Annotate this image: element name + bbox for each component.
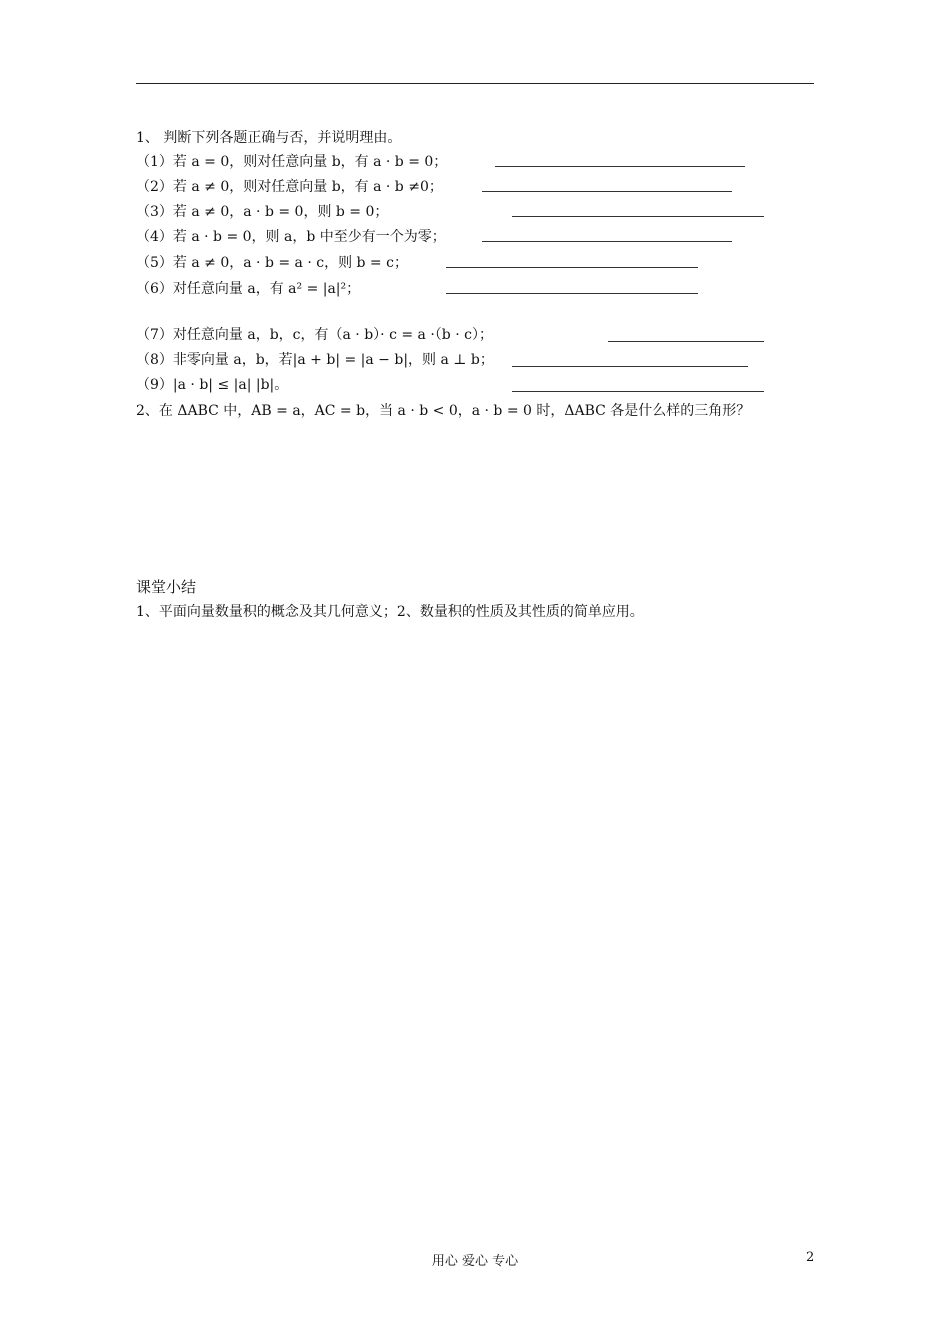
page-footer: 用心 爱心 专心 bbox=[431, 1254, 519, 1269]
q1-item-5: （5）若 a ≠ 0，a · b = a · c，则 b = c； bbox=[136, 255, 408, 271]
answer-blank-5[interactable] bbox=[446, 267, 698, 268]
answer-blank-6[interactable] bbox=[446, 293, 698, 294]
q1-item-2: （2）若 a ≠ 0，则对任意向量 b，有 a · b ≠0； bbox=[136, 179, 443, 195]
answer-blank-8[interactable] bbox=[512, 366, 748, 367]
q1-item-7: （7）对任意向量 a，b，c，有（a · b）· c = a ·（b · c）； bbox=[136, 327, 493, 343]
q2-text: 2、在 ΔABC 中，AB = a，AC = b，当 a · b < 0，a · b = 0 时，ΔABC 各是什么样的三角形？ bbox=[136, 403, 751, 419]
q1-item-4: （4）若 a · b = 0，则 a，b 中至少有一个为零； bbox=[136, 229, 446, 245]
q1-item-6: （6）对任意向量 a，有 a² = |a|²； bbox=[136, 281, 361, 297]
answer-blank-2[interactable] bbox=[482, 191, 732, 192]
header-rule bbox=[136, 83, 814, 84]
page-number: 2 bbox=[806, 1250, 815, 1265]
answer-blank-3[interactable] bbox=[512, 216, 764, 217]
answer-blank-4[interactable] bbox=[482, 241, 732, 242]
summary-heading: 课堂小结 bbox=[136, 578, 197, 596]
q1-item-8: （8）非零向量 a，b，若|a + b| = |a − b|，则 a ⊥ b； bbox=[136, 352, 494, 368]
q1-item-9: （9）|a · b| ≤ |a| |b|。 bbox=[136, 377, 289, 393]
answer-blank-7[interactable] bbox=[608, 341, 764, 342]
q1-item-3: （3）若 a ≠ 0，a · b = 0，则 b = 0； bbox=[136, 204, 389, 220]
summary-text: 1、平面向量数量积的概念及其几何意义；2、数量积的性质及其性质的简单应用。 bbox=[136, 604, 644, 620]
q1-item-1: （1）若 a = 0，则对任意向量 b，有 a · b = 0； bbox=[136, 154, 448, 170]
q1-title: 1、 判断下列各题正确与否，并说明理由。 bbox=[136, 130, 402, 146]
answer-blank-1[interactable] bbox=[495, 166, 745, 167]
answer-blank-9[interactable] bbox=[512, 391, 764, 392]
